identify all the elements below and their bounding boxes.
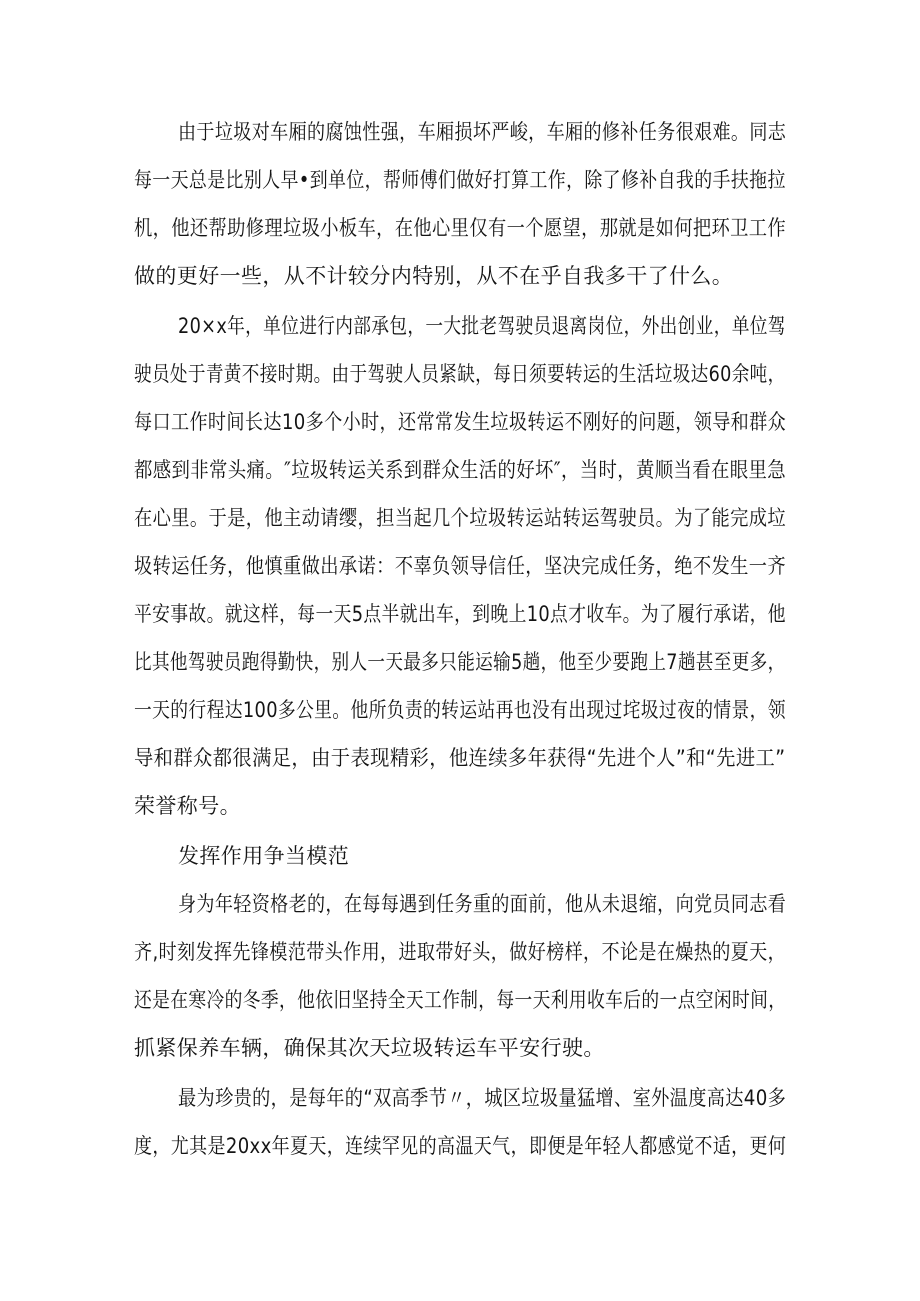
text-line: 圾转运任务，他慎重做出承诺：不辜负领导信任，坚决完成任务，绝不发生一齐 xyxy=(134,554,787,578)
text-line: 导和群众都很满足，由于表现精彩，他连续多年获得“先进个人”和“先进工” xyxy=(134,746,786,770)
text-line: 驶员处于青黄不接时期。由于驾驶人员紧缺，每日须要转运的生活垃圾达60余吨， xyxy=(134,362,786,386)
text-line: 每一天总是比别人早•到单位，帮师傅们做好打算工作，除了修补自我的手扶拖拉 xyxy=(134,168,786,192)
text-line: 平安事故。就这样，每一天5点半就出车，到晚上10点才收车。为了履行承诺，他 xyxy=(134,602,786,626)
section-heading: 发挥作用争当模范 xyxy=(178,844,350,868)
text-line: 在心里。于是，他主动请缨，担当起几个垃圾转运站转运驾驶员。为了能完成垃 xyxy=(134,506,787,530)
text-line: 身为年轻资格老的，在每每遇到任务重的面前，他从未退缩，向党员同志看 xyxy=(178,892,787,916)
text-line: 抓紧保养车辆，确保其次天垃圾转运车平安行驶。 xyxy=(134,1036,605,1060)
text-line: 比其他驾驶员跑得勤快，别人一天最多只能运输5趟，他至少要跑上7趟甚至更多， xyxy=(134,650,786,674)
text-line: 荣誉称号。 xyxy=(134,794,241,818)
text-line: 20×x年，单位进行内部承包，一大批老驾驶员退离岗位，外出创业，单位驾 xyxy=(178,314,786,338)
text-line: 度，尤其是20xx年夏天，连续罕见的高温天气，即便是年轻人都感觉不适，更何 xyxy=(134,1134,787,1158)
text-line: 还是在寒冷的冬季，他依旧坚持全天工作制，每一天利用收车后的一点空闲时间， xyxy=(134,988,787,1012)
text-line: 都感到非常头痛。″垃圾转运关系到群众生活的好坏″，当时，黄顺当看在眼里急 xyxy=(134,458,787,482)
text-line: 一天的行程达100多公里。他所负责的转运站再也没有出现过垞圾过夜的情景，领 xyxy=(134,698,786,722)
text-line: 机，他还帮助修理垃圾小板车，在他心里仅有一个愿望，那就是如何把环卫工作 xyxy=(134,216,787,240)
text-line: 最为珍贵的，是每年的“双高季节〃，城区垃圾量猛增、室外温度高达40多 xyxy=(178,1086,787,1110)
text-line: 每口工作时间长达10多个小时，还常常发生垃圾转运不刚好的问题，领导和群众 xyxy=(134,410,787,434)
text-line: 由于垃圾对车厢的腐蚀性强，车厢损坏严峻，车厢的修补任务很艰难。同志 xyxy=(178,120,787,144)
text-line: 齐,时刻发挥先锋模范带头作用，进取带好头，做好榜样，不论是在燥热的夏天， xyxy=(134,940,787,964)
text-line: 做的更好一些，从不计较分内特别，从不在乎自我多干了什么。 xyxy=(134,264,734,288)
